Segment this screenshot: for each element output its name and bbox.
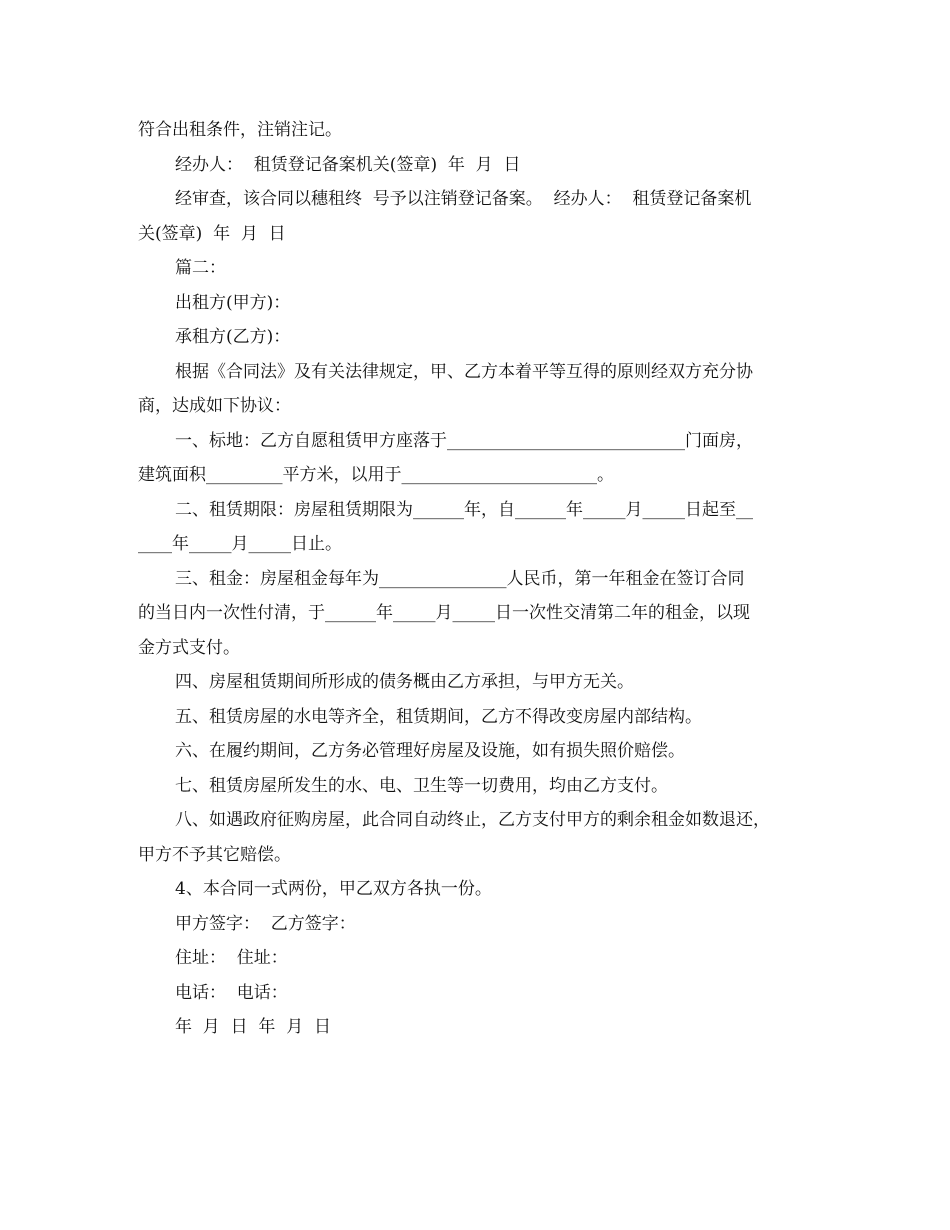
address-line: 住址： 住址： [175, 948, 288, 968]
clause-line: 的当日内一次性付清，于______年_____月_____日一次性交清第二年的租金，以现 [138, 603, 750, 623]
text-line: 经审查，该合同以穗租终 号予以注销登记备案。 经办人： 租赁登记备案机 [175, 189, 752, 209]
clause-line: 4、本合同一式两份，甲乙双方各执一份。 [175, 879, 492, 899]
clause-line: 七、租赁房屋所发生的水、电、卫生等一切费用，均由乙方支付。 [175, 775, 668, 796]
phone-line: 电话： 电话： [175, 982, 288, 1003]
text-line: 符合出租条件，注销注记。 [138, 120, 342, 140]
text-line: 关(签章) 年 月 日 [138, 223, 286, 244]
lessee-field: 承租方(乙方)： [175, 327, 291, 347]
clause-line: 二、租赁期限：房屋租赁期限为______年，自______年_____月_____日起至__ [175, 499, 753, 520]
clause-line: 建筑面积_________平方米，以用于_______________________。 [138, 465, 614, 485]
text-line: 根据《合同法》及有关法律规定，甲、乙方本着平等互得的原则经双方充分协 [175, 361, 753, 382]
clause-line: 八、如遇政府征购房屋，此合同自动终止，乙方支付甲方的剩余租金如数退还， [175, 810, 770, 830]
clause-line: 四、房屋租赁期间所形成的债务概由乙方承担，与甲方无关。 [175, 672, 634, 692]
document-page [138, 113, 828, 1045]
clause-line: 一、标地：乙方自愿租赁甲方座落于____________________________门面房， [175, 430, 753, 451]
clause-line: 三、租金：房屋租金每年为_______________人民币，第一年租金在签订合同 [175, 568, 745, 589]
clause-line: 金方式支付。 [138, 637, 240, 658]
lessor-field: 出租方(甲方)： [175, 292, 291, 313]
clause-line: ____年_____月_____日止。 [138, 534, 342, 554]
clause-line: 甲方不予其它赔偿。 [138, 844, 291, 865]
clause-line: 五、租赁房屋的水电等齐全，租赁期间，乙方不得改变房屋内部结构。 [175, 706, 702, 727]
text-line: 经办人： 租赁登记备案机关(签章) 年 月 日 [175, 154, 521, 175]
section-heading: 篇二： [175, 258, 226, 278]
clause-line: 六、在履约期间，乙方务必管理好房屋及设施，如有损失照价赔偿。 [175, 741, 685, 761]
date-line: 年 月 日 年 月 日 [175, 1017, 332, 1037]
signature-line: 甲方签字： 乙方签字： [175, 913, 356, 934]
text-line: 商，达成如下协议： [138, 396, 291, 416]
